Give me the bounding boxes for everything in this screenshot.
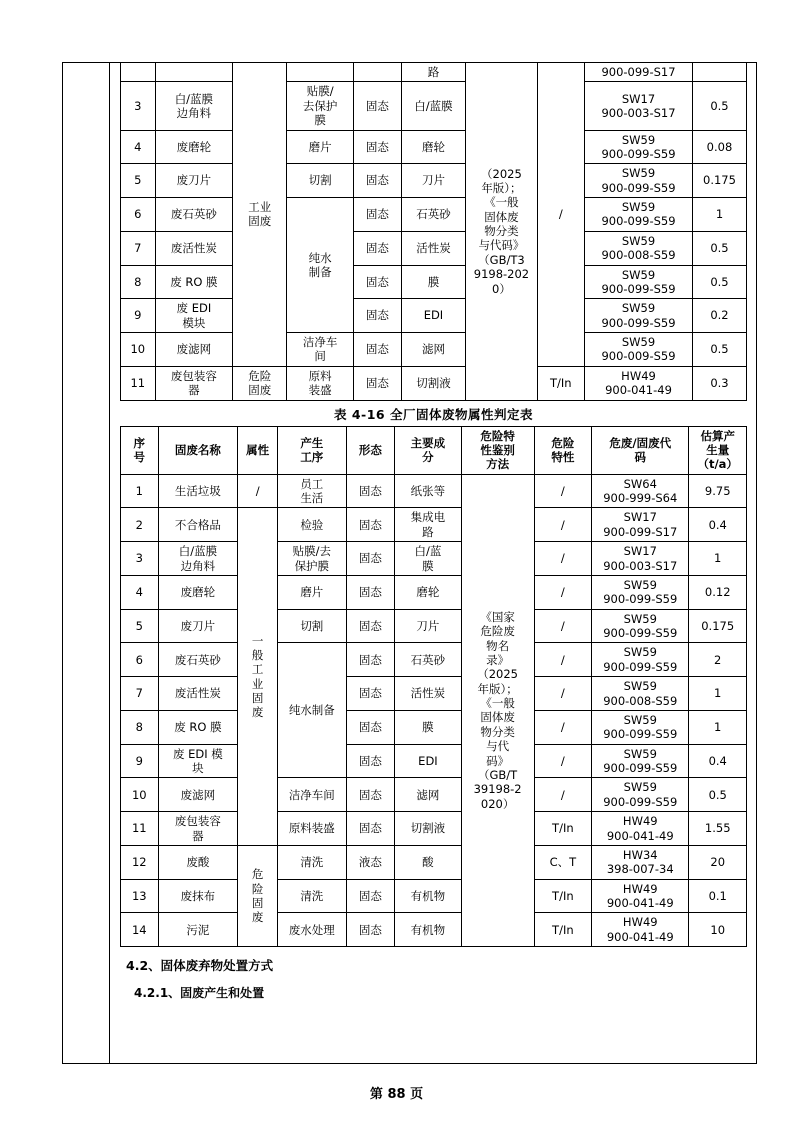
cell-qty: 0.08: [692, 130, 746, 164]
th-no: 序 号: [121, 426, 159, 474]
cell-no: 14: [121, 913, 159, 947]
cell-hazard: T/In: [534, 812, 592, 846]
cell-main: 切割液: [395, 812, 461, 846]
cell-form: 固态: [354, 198, 401, 232]
cell-form: [354, 63, 401, 82]
table-row: [121, 879, 747, 913]
cell-no: 9: [121, 299, 156, 333]
cell-name: 白/蓝膜 边角料: [158, 542, 238, 576]
cell-form: 固态: [346, 812, 395, 846]
cell-code: SW59 900-099-S59: [585, 299, 693, 333]
cell-main: 白/蓝膜: [401, 82, 466, 130]
cell-code: SW17 900-003-S17: [585, 82, 693, 130]
cell-qty: 0.4: [689, 508, 747, 542]
cell-name: 废 EDI 模块: [155, 299, 233, 333]
cell-no: 8: [121, 710, 159, 744]
cell-hazard: /: [534, 643, 592, 677]
cell-main: 滤网: [395, 778, 461, 812]
cell-code: SW59 900-099-S59: [585, 265, 693, 299]
cell-code: SW59 900-099-S59: [585, 164, 693, 198]
cell-name: 废包装容 器: [155, 366, 233, 400]
th-qty: 估算产 生量 （t/a）: [689, 426, 747, 474]
cell-hazard: /: [534, 677, 592, 711]
table-row: [121, 710, 747, 744]
cell-process: 员工 生活: [278, 474, 347, 508]
cell-main: 石英砂: [401, 198, 466, 232]
cell-main: 石英砂: [395, 643, 461, 677]
cell-qty: 10: [689, 913, 747, 947]
cell-process: [287, 63, 354, 82]
cell-main: 有机物: [395, 913, 461, 947]
th-attr: 属性: [238, 426, 278, 474]
cell-code: HW49 900-041-49: [585, 366, 693, 400]
cell-name: [155, 63, 233, 82]
cell-qty: 0.4: [689, 744, 747, 778]
cell-no: 10: [121, 778, 159, 812]
cell-qty: 1: [692, 198, 746, 232]
cell-no: 8: [121, 265, 156, 299]
cell-code: SW59 900-009-S59: [585, 333, 693, 367]
cell-method-general: （2025 年版）； 《一般 固体废 物分类 与代码》 （GB/T3 9198-202 0）: [466, 63, 537, 401]
cell-form: 固态: [346, 778, 395, 812]
cell-name: 废石英砂: [158, 643, 238, 677]
cell-process: 贴膜/ 去保护 膜: [287, 82, 354, 130]
cell-no: 4: [121, 575, 159, 609]
cell-main: 磨轮: [401, 130, 466, 164]
cell-qty: 0.5: [692, 82, 746, 130]
th-name: 固废名称: [158, 426, 238, 474]
cell-hazard: C、T: [534, 845, 592, 879]
section-heading: 4.2、固体废弃物处置方式: [126, 958, 274, 974]
cell-form: 固态: [346, 542, 395, 576]
cell-main: 滤网: [401, 333, 466, 367]
cell-form: 固态: [346, 744, 395, 778]
cell-attr-hazard: 危险 固废: [233, 366, 287, 400]
cell-qty: 1: [689, 710, 747, 744]
cell-process: 洁净车间: [278, 778, 347, 812]
cell-qty: 1: [689, 542, 747, 576]
cell-name: 污泥: [158, 913, 238, 947]
table-row: [121, 474, 747, 508]
cell-no: 13: [121, 879, 159, 913]
cell-no: 6: [121, 643, 159, 677]
cell-qty: 0.1: [689, 879, 747, 913]
table-row: [121, 575, 747, 609]
cell-main: 白/蓝 膜: [395, 542, 461, 576]
cell-name: 废磨轮: [158, 575, 238, 609]
table-row: [121, 508, 747, 542]
table-row: [121, 231, 747, 265]
table-row: [121, 778, 747, 812]
table-row: [121, 265, 747, 299]
th-code: 危废/固废代 码: [592, 426, 689, 474]
cell-hazard: /: [534, 542, 592, 576]
cell-code: SW59 900-008-S59: [585, 231, 693, 265]
cell-form: 固态: [346, 508, 395, 542]
cell-main: 磨轮: [395, 575, 461, 609]
cell-code: 900-099-S17: [585, 63, 693, 82]
cell-code: SW64 900-999-S64: [592, 474, 689, 508]
cell-code: SW59 900-099-S59: [592, 778, 689, 812]
table-row: [121, 82, 747, 130]
th-form: 形态: [346, 426, 395, 474]
cell-attr-general: 工业 固废: [233, 63, 287, 367]
cell-qty: 9.75: [689, 474, 747, 508]
cell-hazard: /: [534, 575, 592, 609]
cell-main: 有机物: [395, 879, 461, 913]
cell-qty: 0.12: [689, 575, 747, 609]
table-row: [121, 542, 747, 576]
cell-no: 5: [121, 609, 159, 643]
cell-hazard-slash: /: [537, 63, 584, 367]
cell-code: SW17 900-099-S17: [592, 508, 689, 542]
table-header-row: [121, 426, 747, 474]
cell-no: 2: [121, 508, 159, 542]
cell-process: 原料 装盛: [287, 366, 354, 400]
cell-main: 膜: [395, 710, 461, 744]
table-row: [121, 198, 747, 232]
cell-form: 固态: [346, 609, 395, 643]
cell-hazard: /: [534, 609, 592, 643]
table-row: [121, 845, 747, 879]
cell-process: 磨片: [287, 130, 354, 164]
cell-main: 活性炭: [401, 231, 466, 265]
cell-name: 废石英砂: [155, 198, 233, 232]
cell-process: 清洗: [278, 879, 347, 913]
cell-qty: 0.175: [692, 164, 746, 198]
cell-process: 磨片: [278, 575, 347, 609]
table-row: [121, 63, 747, 82]
cell-code: SW59 900-099-S59: [592, 710, 689, 744]
cell-qty: [692, 63, 746, 82]
cell-code: SW59 900-099-S59: [585, 198, 693, 232]
cell-process: 检验: [278, 508, 347, 542]
cell-process-pure-water: 纯水 制备: [287, 198, 354, 333]
cell-no: 5: [121, 164, 156, 198]
cell-name: 废抹布: [158, 879, 238, 913]
cell-qty: 0.5: [692, 265, 746, 299]
cell-no: 9: [121, 744, 159, 778]
cell-form: 固态: [354, 164, 401, 198]
table-row: [121, 164, 747, 198]
cell-name: 废刀片: [158, 609, 238, 643]
cell-no: 11: [121, 366, 156, 400]
cell-code: SW59 900-008-S59: [592, 677, 689, 711]
cell-form: 固态: [354, 265, 401, 299]
cell-code: SW59 900-099-S59: [592, 609, 689, 643]
page-content: [110, 62, 757, 1064]
th-process: 产生 工序: [278, 426, 347, 474]
cell-form: 固态: [346, 710, 395, 744]
section-subheading: 4.2.1、固废产生和处置: [134, 986, 265, 1001]
cell-attr-general: 一 般 工 业 固 废: [238, 508, 278, 846]
cell-main: EDI: [401, 299, 466, 333]
cell-main: 膜: [401, 265, 466, 299]
cell-hazard: /: [534, 778, 592, 812]
cell-code: SW17 900-003-S17: [592, 542, 689, 576]
table-row: [121, 366, 747, 400]
page-footer: 第 88 页: [369, 1087, 424, 1102]
cell-main: 活性炭: [395, 677, 461, 711]
cell-no: 3: [121, 82, 156, 130]
cell-process: 洁净车 间: [287, 333, 354, 367]
table-continued-solid-waste: [120, 62, 747, 401]
cell-process: 切割: [278, 609, 347, 643]
table-row: [121, 812, 747, 846]
cell-code: SW59 900-099-S59: [585, 130, 693, 164]
cell-main: 集成电 路: [395, 508, 461, 542]
cell-qty: 2: [689, 643, 747, 677]
cell-process: 贴膜/去 保护膜: [278, 542, 347, 576]
cell-code: SW59 900-099-S59: [592, 643, 689, 677]
cell-name: 不合格品: [158, 508, 238, 542]
cell-attr-hazard: 危 险 固 废: [238, 845, 278, 946]
cell-name: 废酸: [158, 845, 238, 879]
cell-main: 刀片: [401, 164, 466, 198]
cell-main: EDI: [395, 744, 461, 778]
cell-name: 废磨轮: [155, 130, 233, 164]
table-caption: 表 4-16 全厂固体废物属性判定表: [334, 406, 533, 422]
cell-no: 4: [121, 130, 156, 164]
cell-name: 废包装容 器: [158, 812, 238, 846]
cell-form: 固态: [354, 231, 401, 265]
cell-main: 酸: [395, 845, 461, 879]
cell-process: 废水处理: [278, 913, 347, 947]
cell-name: 废滤网: [155, 333, 233, 367]
cell-form: 固态: [354, 333, 401, 367]
cell-form: 固态: [346, 879, 395, 913]
cell-form: 固态: [346, 913, 395, 947]
table-row: [121, 130, 747, 164]
cell-code: HW49 900-041-49: [592, 812, 689, 846]
cell-hazard: /: [534, 710, 592, 744]
cell-main: 路: [401, 63, 466, 82]
cell-code: HW49 900-041-49: [592, 913, 689, 947]
cell-no: 7: [121, 231, 156, 265]
cell-hazard: T/In: [534, 879, 592, 913]
page-inner-rule: [62, 62, 110, 1064]
cell-form: 固态: [346, 474, 395, 508]
table-row: [121, 913, 747, 947]
cell-no: 7: [121, 677, 159, 711]
cell-qty: 0.5: [692, 333, 746, 367]
cell-qty: 1: [689, 677, 747, 711]
th-method: 危险特 性鉴别 方法: [461, 426, 534, 474]
cell-qty: 20: [689, 845, 747, 879]
cell-qty: 1.55: [689, 812, 747, 846]
cell-no: 3: [121, 542, 159, 576]
cell-hazard: T/In: [534, 913, 592, 947]
cell-no: 12: [121, 845, 159, 879]
cell-name: 废活性炭: [155, 231, 233, 265]
cell-form: 液态: [346, 845, 395, 879]
table-row: [121, 333, 747, 367]
cell-attr: /: [238, 474, 278, 508]
cell-process: 原料装盛: [278, 812, 347, 846]
cell-code: SW59 900-099-S59: [592, 575, 689, 609]
cell-name: 废刀片: [155, 164, 233, 198]
cell-name: 白/蓝膜 边角料: [155, 82, 233, 130]
cell-qty: 0.2: [692, 299, 746, 333]
cell-hazard: /: [534, 508, 592, 542]
cell-form: 固态: [346, 677, 395, 711]
cell-name: 废活性炭: [158, 677, 238, 711]
cell-no: 6: [121, 198, 156, 232]
table-row: [121, 299, 747, 333]
cell-name: 废滤网: [158, 778, 238, 812]
cell-name: 废 RO 膜: [158, 710, 238, 744]
th-main: 主要成 分: [395, 426, 461, 474]
cell-main: 切割液: [401, 366, 466, 400]
cell-hazard: /: [534, 744, 592, 778]
cell-name: 废 RO 膜: [155, 265, 233, 299]
cell-qty: 0.5: [689, 778, 747, 812]
th-hazard: 危险 特性: [534, 426, 592, 474]
table-row: [121, 609, 747, 643]
cell-code: HW49 900-041-49: [592, 879, 689, 913]
cell-main: 刀片: [395, 609, 461, 643]
table-solid-waste-properties: [120, 426, 747, 948]
cell-main: 纸张等: [395, 474, 461, 508]
cell-no: 11: [121, 812, 159, 846]
cell-form: 固态: [346, 575, 395, 609]
cell-qty: 0.5: [692, 231, 746, 265]
cell-qty: 0.175: [689, 609, 747, 643]
cell-method-general: 《国家 危险废 物名 录》 （2025 年版）； 《一般 固体废 物分类 与代 码》 （GB/T 39198-2 020）: [461, 474, 534, 947]
cell-no: 10: [121, 333, 156, 367]
cell-hazard: /: [534, 474, 592, 508]
cell-form: 固态: [354, 130, 401, 164]
cell-form: 固态: [354, 82, 401, 130]
cell-no: [121, 63, 156, 82]
cell-form: 固态: [346, 643, 395, 677]
cell-no: 1: [121, 474, 159, 508]
cell-code: HW34 398-007-34: [592, 845, 689, 879]
table-row: [121, 744, 747, 778]
cell-hazard: T/In: [537, 366, 584, 400]
table-row: [121, 677, 747, 711]
cell-name: 生活垃圾: [158, 474, 238, 508]
cell-process: 清洗: [278, 845, 347, 879]
cell-name: 废 EDI 模 块: [158, 744, 238, 778]
cell-form: 固态: [354, 299, 401, 333]
cell-code: SW59 900-099-S59: [592, 744, 689, 778]
cell-process: 切割: [287, 164, 354, 198]
table-row: [121, 643, 747, 677]
cell-process-pure-water: 纯水制备: [278, 643, 347, 778]
cell-qty: 0.3: [692, 366, 746, 400]
cell-form: 固态: [354, 366, 401, 400]
